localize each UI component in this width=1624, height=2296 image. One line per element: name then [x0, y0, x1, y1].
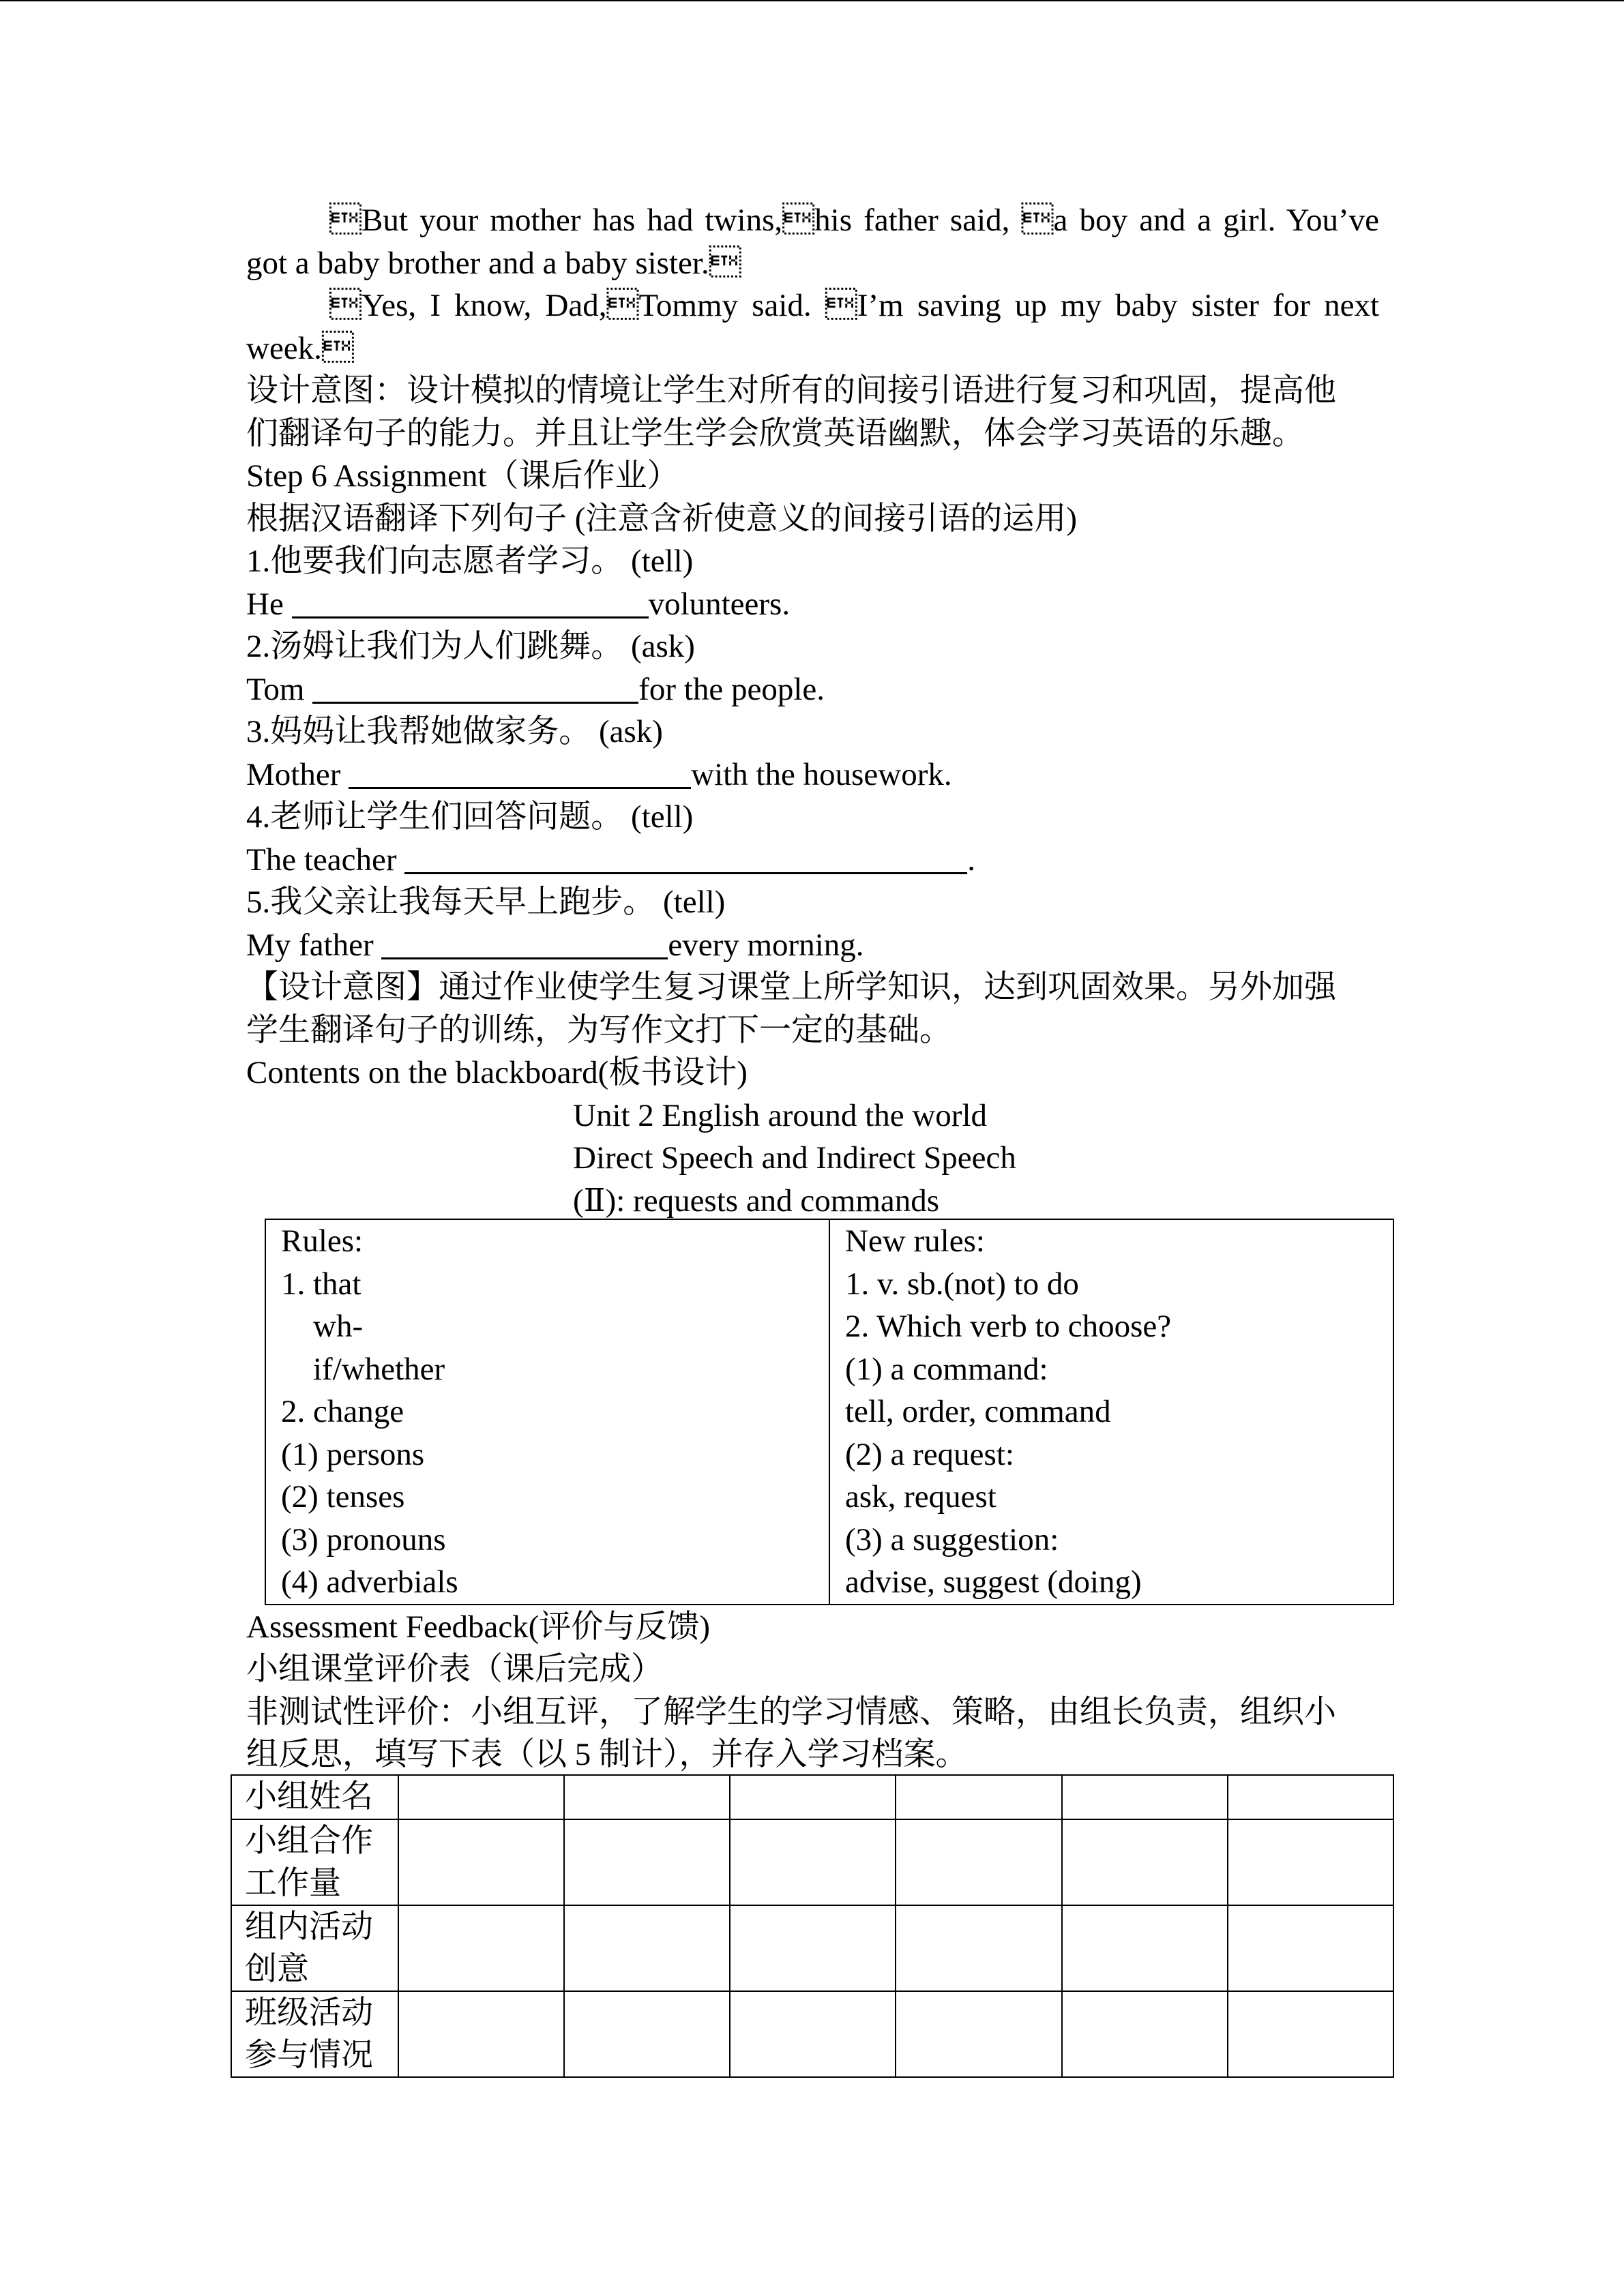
score-cell[interactable]: [564, 1905, 730, 1991]
table-row: [231, 1819, 1393, 1905]
blackboard-title: (Ⅱ): requests and commands: [573, 1183, 940, 1219]
rules-line: (3) pronouns: [281, 1521, 446, 1557]
rules-line: (4) adverbials: [281, 1564, 458, 1600]
blackboard-heading: Contents on the blackboard(板书设计): [246, 1055, 748, 1090]
table-row: [231, 1775, 1393, 1819]
row-label: [231, 1991, 398, 2077]
row-label: [231, 1775, 398, 1819]
new-rules-line: (3) a suggestion:: [845, 1521, 1059, 1557]
assignment-instruction: 根据汉语翻译下列句子 (注意含祈使意义的间接引语的运用): [246, 501, 1078, 537]
exercise-prompt: 5.我父亲让我每天早上跑步。 (tell): [246, 884, 726, 920]
score-cell[interactable]: [1228, 1819, 1393, 1905]
rules-column: [265, 1219, 829, 1605]
rules-line: 1. that: [281, 1266, 361, 1302]
assignment-title: Step 6 Assignment（课后作业）: [246, 458, 679, 494]
row-label-text: 工作量: [245, 1866, 341, 1901]
story-line: week.: [246, 331, 354, 366]
score-cell[interactable]: [398, 1819, 564, 1905]
exercise-prompt: 1.他要我们向志愿者学习。 (tell): [246, 543, 694, 579]
answer-prefix: My father: [246, 927, 382, 963]
assessment-description: 非测试性评价：小组互评，了解学生的学习情感、策略，由组长负责，组织小: [246, 1695, 1336, 1730]
score-cell[interactable]: [564, 1775, 730, 1819]
rules-line: 2. change: [281, 1394, 404, 1429]
exercise-answer-line: [246, 839, 975, 881]
blackboard-rules-table: [265, 1219, 1394, 1605]
answer-suffix: for the people.: [638, 672, 825, 707]
rules-line: Rules:: [281, 1223, 364, 1259]
assessment-description: 组反思，填写下表（以 5 制计），并存入学习档案。: [246, 1737, 968, 1772]
assessment-subheading: 小组课堂评价表（课后完成）: [246, 1652, 663, 1687]
exercise-prompt: 3.妈妈让我帮她做家务。 (ask): [246, 714, 663, 749]
score-cell[interactable]: [730, 1819, 896, 1905]
score-cell[interactable]: [730, 1991, 896, 2077]
score-cell[interactable]: [1062, 1991, 1228, 2077]
answer-blank[interactable]: [292, 586, 649, 618]
exercise-answer-line: [246, 924, 864, 966]
answer-blank[interactable]: [381, 927, 668, 959]
new-rules-line: New rules:: [845, 1223, 985, 1259]
row-label-text: 参与情况: [245, 2038, 373, 2073]
blackboard-title: Direct Speech and Indirect Speech: [573, 1140, 1016, 1176]
score-cell[interactable]: [1062, 1819, 1228, 1905]
score-cell[interactable]: [398, 1775, 564, 1819]
assessment-heading: Assessment Feedback(评价与反馈): [246, 1609, 711, 1645]
rules-line: (1) persons: [281, 1436, 425, 1472]
score-cell[interactable]: [564, 1991, 730, 2077]
design-intent-line: 【设计意图】通过作业使学生复习课堂上所学知识，达到巩固效果。另外加强: [246, 970, 1336, 1005]
row-label-text: 组内活动: [245, 1909, 373, 1945]
score-cell[interactable]: [896, 1905, 1061, 1991]
score-cell[interactable]: [398, 1905, 564, 1991]
blackboard-title: Unit 2 English around the world: [573, 1098, 988, 1133]
new-rules-column: [829, 1219, 1393, 1605]
answer-blank[interactable]: [349, 757, 691, 789]
new-rules-line: 2. Which verb to choose?: [845, 1309, 1172, 1344]
new-rules-line: (2) a request:: [845, 1436, 1014, 1472]
answer-prefix: The teacher: [246, 842, 405, 878]
new-rules-line: 1. v. sb.(not) to do: [845, 1266, 1079, 1302]
score-cell[interactable]: [896, 1819, 1061, 1905]
story-line: Yes, I know, Dad,Tommy said. I’m saving up my baby sister for next: [329, 288, 1379, 323]
answer-prefix: He: [246, 586, 292, 622]
group-evaluation-table: [231, 1774, 1394, 2078]
table-row: [231, 1905, 1393, 1991]
exercise-prompt: 4.老师让学生们回答问题。 (tell): [246, 799, 694, 835]
exercise-answer-line: [246, 754, 952, 796]
answer-suffix: volunteers.: [648, 586, 791, 622]
row-label-text: 小组姓名: [245, 1779, 373, 1815]
new-rules-line: ask, request: [845, 1479, 996, 1515]
score-cell[interactable]: [1228, 1775, 1393, 1819]
design-intent-line: 们翻译句子的能力。并且让学生学会欣赏英语幽默，体会学习英语的乐趣。: [246, 416, 1304, 451]
new-rules-line: advise, suggest (doing): [845, 1564, 1142, 1600]
score-cell[interactable]: [1228, 1905, 1393, 1991]
row-label-text: 创意: [245, 1952, 309, 1987]
score-cell[interactable]: [730, 1775, 896, 1819]
score-cell[interactable]: [1062, 1905, 1228, 1991]
answer-blank[interactable]: [404, 842, 967, 874]
story-line: got a baby brother and a baby sister.: [246, 245, 741, 281]
answer-suffix: .: [967, 842, 975, 878]
score-cell[interactable]: [896, 1775, 1061, 1819]
answer-suffix: with the housework.: [691, 757, 952, 792]
score-cell[interactable]: [1228, 1991, 1393, 2077]
design-intent-line: 设计意图：设计模拟的情境让学生对所有的间接引语进行复习和巩固，提高他: [246, 373, 1336, 408]
row-label: [231, 1905, 398, 1991]
rules-line: (2) tenses: [281, 1479, 405, 1515]
story-line: But your mother has had twins,his father said, a boy and a girl. You’ve: [329, 203, 1379, 238]
exercise-answer-line: [246, 668, 825, 711]
row-label-text: 班级活动: [245, 1995, 373, 2031]
score-cell[interactable]: [1062, 1775, 1228, 1819]
table-row: [231, 1991, 1393, 2077]
score-cell[interactable]: [896, 1991, 1061, 2077]
score-cell[interactable]: [730, 1905, 896, 1991]
answer-suffix: every morning.: [668, 927, 864, 963]
row-label: [231, 1819, 398, 1905]
row-label-text: 小组合作: [245, 1823, 373, 1859]
exercise-prompt: 2.汤姆让我们为人们跳舞。 (ask): [246, 629, 695, 664]
design-intent-line: 学生翻译句子的训练，为写作文打下一定的基础。: [246, 1013, 951, 1048]
score-cell[interactable]: [398, 1991, 564, 2077]
answer-blank[interactable]: [312, 672, 638, 704]
new-rules-line: tell, order, command: [845, 1394, 1111, 1429]
rules-line: wh-: [313, 1309, 364, 1344]
score-cell[interactable]: [564, 1819, 730, 1905]
answer-prefix: Mother: [246, 757, 349, 792]
rules-line: if/whether: [313, 1351, 445, 1387]
new-rules-line: (1) a command:: [845, 1351, 1048, 1387]
exercise-answer-line: [246, 583, 790, 625]
answer-prefix: Tom: [246, 672, 313, 707]
